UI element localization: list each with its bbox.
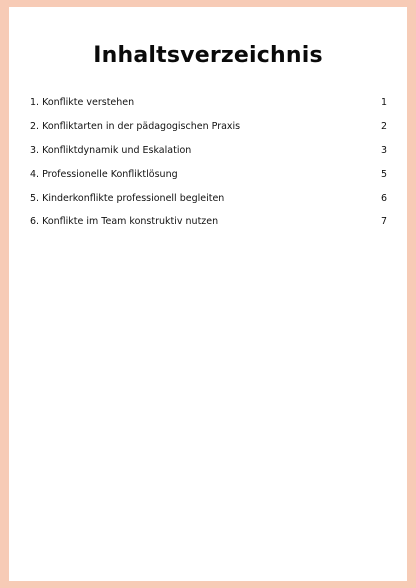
toc-entry-6[interactable] [30, 210, 387, 234]
toc-entry-3[interactable] [30, 139, 387, 163]
toc-entry-page-number: 7 [380, 216, 387, 228]
toc-entry-label: 2. Konfliktarten in der pädagogischen Praxis [30, 121, 241, 133]
toc-entry-label: 3. Konfliktdynamik und Eskalation [30, 144, 192, 156]
toc-entry-5[interactable] [30, 186, 387, 210]
toc-entry-1[interactable] [30, 91, 387, 115]
document-page [9, 7, 407, 581]
toc-entry-page-number: 3 [380, 144, 387, 156]
toc-entry-page-number: 2 [380, 121, 387, 133]
toc-entry-label: 4. Professionelle Konfliktlösung [30, 168, 178, 180]
toc-entry-2[interactable] [30, 115, 387, 139]
table-of-contents [30, 91, 387, 234]
page-title: Inhaltsverzeichnis [93, 43, 323, 68]
toc-entry-label: 6. Konflikte im Team konstruktiv nutzen [30, 216, 219, 228]
toc-entry-page-number: 6 [380, 192, 387, 204]
toc-entry-page-number: 5 [380, 168, 387, 180]
toc-entry-label: 1. Konflikte verstehen [30, 97, 135, 109]
toc-entry-4[interactable] [30, 162, 387, 186]
toc-entry-page-number: 1 [380, 97, 387, 109]
toc-entry-label: 5. Kinderkonflikte professionell begleiten [30, 192, 225, 204]
